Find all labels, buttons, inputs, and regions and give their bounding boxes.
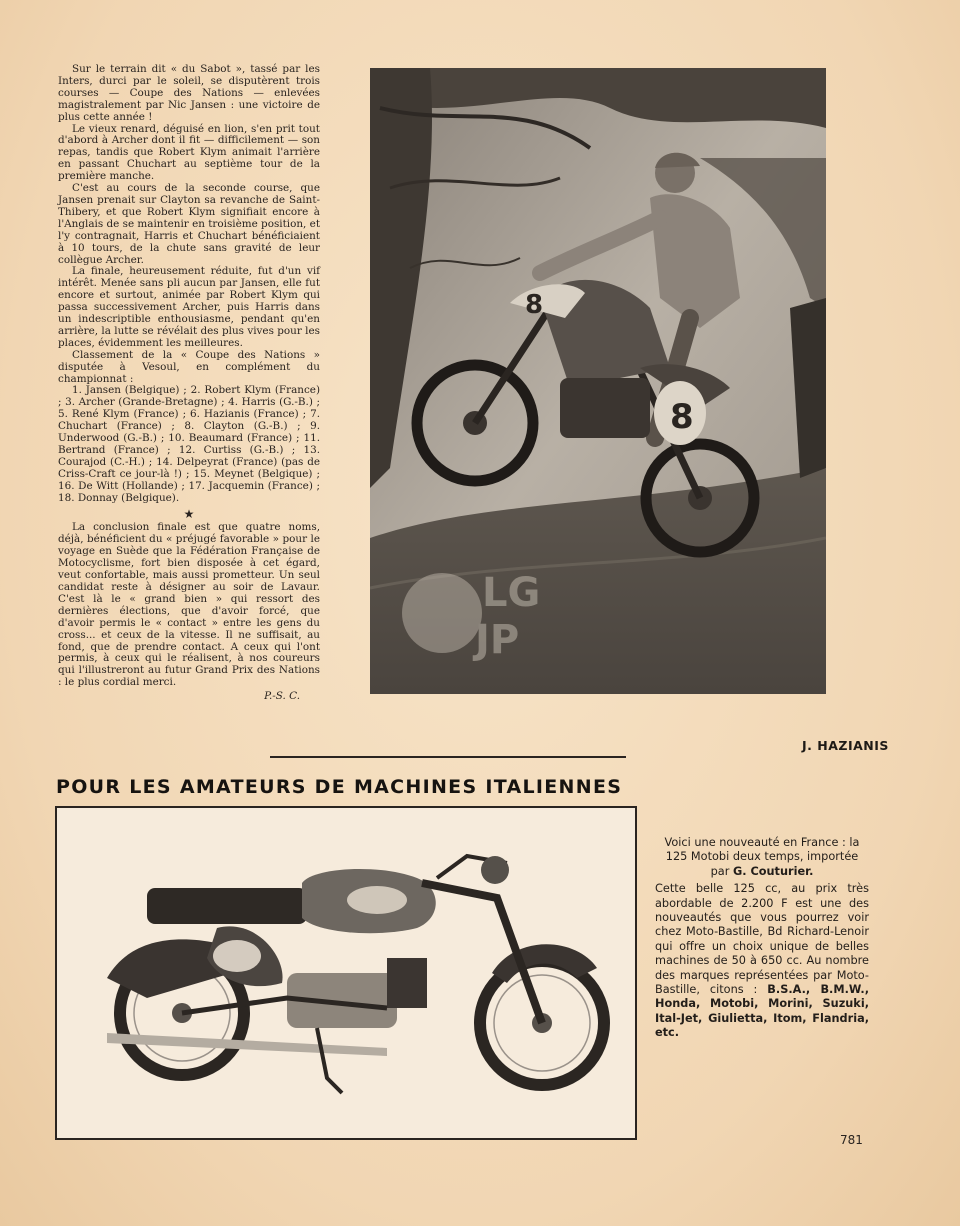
- page-number: 781: [840, 1133, 863, 1147]
- motobi-body: [655, 882, 869, 1040]
- article-column: [58, 64, 320, 703]
- motobi-intro: [655, 836, 869, 879]
- article-paragraph-2: Le vieux renard, déguisé en lion, s'en prit tout d'abord à Archer dont il fit — difficilement — son repas, tandis que Robert Klym animait l'arrière en passant Chuchart au septième tour de la première manche.: [58, 122, 320, 183]
- motobi-photo: [55, 806, 637, 1140]
- article-signature: P.-S. C.: [264, 690, 300, 703]
- section-divider: [270, 756, 626, 758]
- race-results: 1. Jansen (Belgique) ; 2. Robert Klym (France) ; 3. Archer (Grande-Bretagne) ; 4. Harris (G.-B.) ; 5. René Klym (France) ; 6. Hazianis (France) ; 7. Chuchart (France) ; 8. Clayton (G.-B.) ; 9. Underwood (G.-B.) ; 10. Beaumard (France) ; 11. Bertrand (France) ; 12. Curtiss (G.-B.) ; 13. Courajod (C.-H.) ; 14. Delpeyrat (France) (pas de Criss-Craft ce jour-là !) ; 15. Meynet (Belgique) ; 16. De Witt (Hollande) ; 17. Jacquemin (France) ; 18. Donnay (Belgique).: [58, 384, 320, 504]
- side-race-number: 8: [670, 397, 694, 437]
- motocross-photo: [370, 68, 826, 694]
- brand-list: B.S.A., B.M.W., Honda, Motobi, Morini, Suzuki, Ital-Jet, Giulietta, Itom, Flandria, etc.: [655, 983, 869, 1040]
- article-paragraph-3: C'est au cours de la seconde course, que Jansen prenait sur Clayton sa revanche de Saint-Thibery, et que Robert Klym signifiait encore à l'Anglais de se maintenir en troisième position, et l'y contragnait, Harris et Chuchart bénéficiaient à 10 tours, de la chute sans gravité de leur collègue Archer.: [58, 182, 320, 266]
- importer-name: G. Couturier.: [732, 864, 814, 878]
- motobi-intro-text: Voici une nouveauté en France : la 125 Motobi deux temps, importée par: [664, 836, 860, 878]
- star-divider: ★: [183, 506, 195, 521]
- article-paragraph-4: La finale, heureusement réduite, fut d'un vif intérêt. Menée sans pli aucun par Jansen, elle fut encore et surtout, animée par Robert Klym qui passa successivement Archer, puis Harris dans un indescriptible enthousiasme, pendant qu'en arrière, la lutte se révélait des plus vives pour les places, évidemment les meilleures.: [58, 265, 320, 349]
- watermark-bottom: JP: [475, 617, 520, 663]
- motobi-caption: [655, 836, 869, 1041]
- photo-credit: J. HAZIANIS: [802, 738, 889, 753]
- motobi-body-text: Cette belle 125 cc, au prix très abordable de 2.200 F est une des nouveautés que vous pourrez voir chez Moto-Bastille, Bd Richard-Lenoir qui offre un choix unique de belles machines de 50 à 650 cc. Au nombre des marques représentées par Moto-Bastille, citons :: [655, 882, 869, 997]
- front-race-number: 8: [525, 290, 544, 320]
- article-paragraph-5: Classement de la « Coupe des Nations » disputée à Vesoul, en complément du championnat :: [58, 348, 320, 385]
- section-headline: POUR LES AMATEURS DE MACHINES ITALIENNES: [56, 776, 623, 798]
- article-paragraph-1: Sur le terrain dit « du Sabot », tassé par les Inters, durci par le soleil, se disputèrent trois courses — Coupe des Nations — enlevées magistralement par Nic Jansen : une victoire de plus cette année !: [58, 63, 320, 123]
- watermark-top: LG: [482, 570, 541, 616]
- article-conclusion: La conclusion finale est que quatre noms, déjà, bénéficient du « préjugé favorable » pour le voyage en Suède que la Fédération Française de Motocyclisme, fort bien disposée à cet égard, veut confortable, mais aussi prometteur. Un seul candidat reste à désigner au soir de Lavaur. C'est là le « grand bien » qui ressort des dernières élections, que d'avoir forcé, que d'avoir permis le « contact » entre les gens du cross... et ceux de la vitesse. Il ne suffisait, au fond, que de prendre contact. A ceux qui l'ont permis, à ceux qui le réalisent, à nos coureurs qui l'illustreront au futur Grand Prix des Nations : le plus cordial merci.: [58, 521, 320, 689]
